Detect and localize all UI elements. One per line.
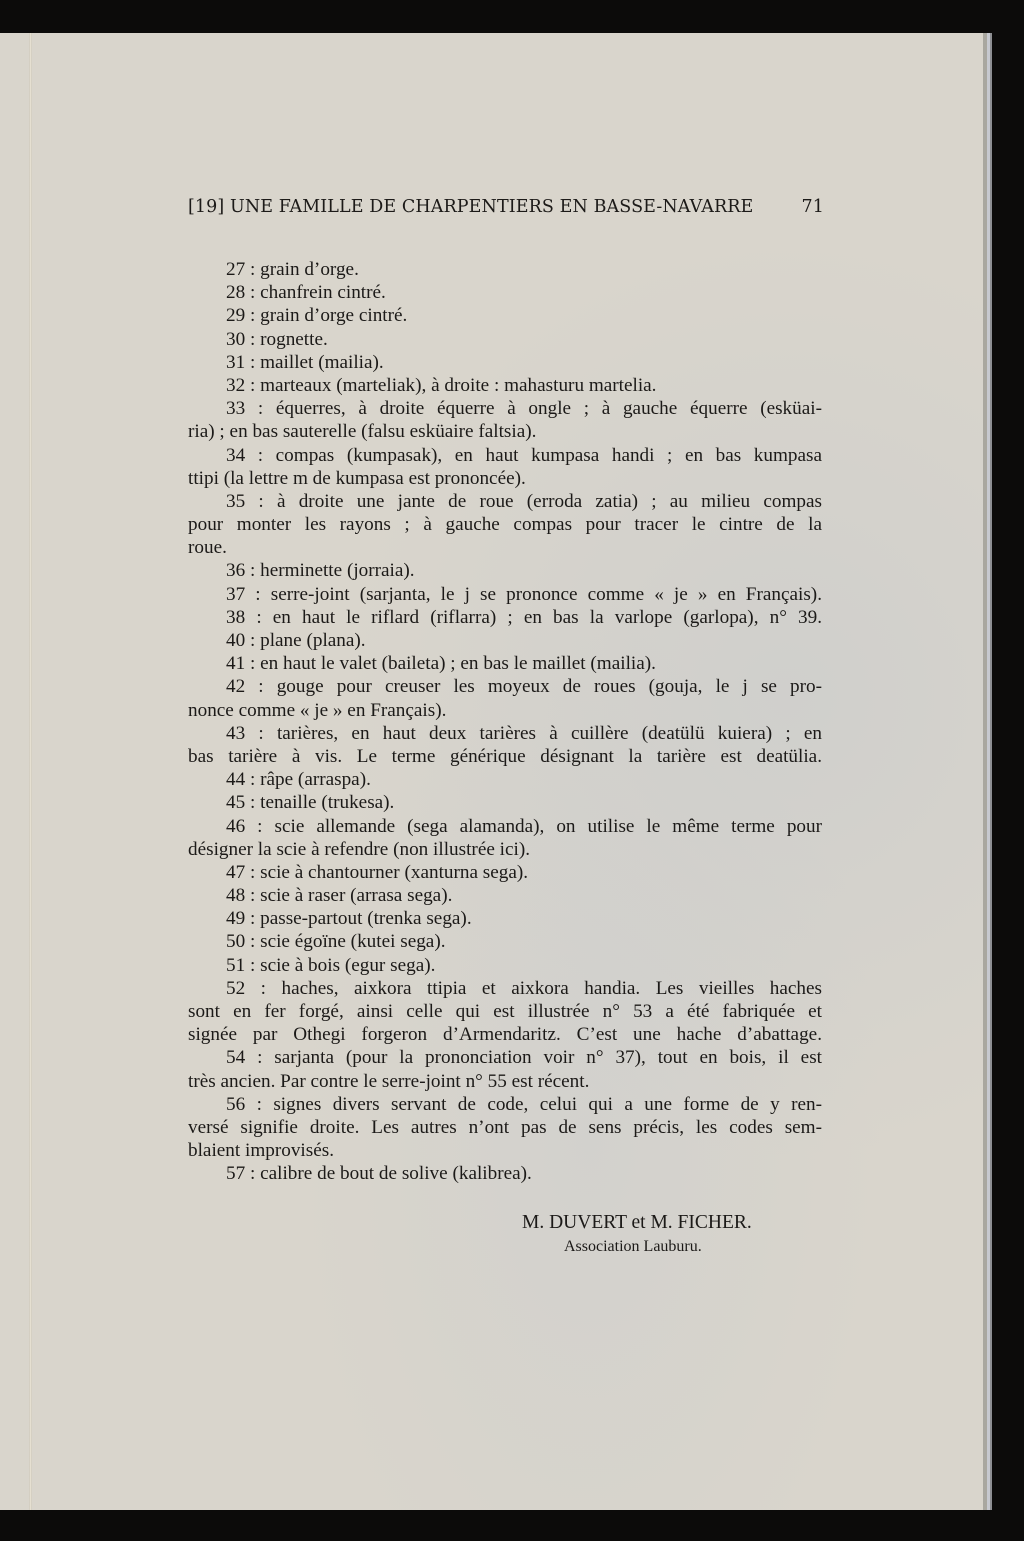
text-line: 40 : plane (plana).: [226, 630, 366, 651]
text-line: signée par Othegi forgeron d’Armendaritz. C’est une hache d’abattage.: [188, 1024, 822, 1046]
text-line: 42 : gouge pour creuser les moyeux de roues (gouja, le j se pro-: [226, 676, 822, 698]
text-line: bas tarière à vis. Le terme générique désignant la tarière est deatülia.: [188, 745, 822, 767]
text-line: 38 : en haut le riflard (riflarra) ; en bas la varlope (garlopa), n° 39.: [226, 606, 822, 628]
text-line: 34 : compas (kumpasak), en haut kumpasa handi ; en bas kumpasa: [226, 444, 822, 466]
text-line: sont en fer forgé, ainsi celle qui est illustrée n° 53 a été fabriquée et: [188, 1001, 822, 1022]
text-line: 49 : passe-partout (trenka sega).: [226, 908, 472, 930]
text-line: blaient improvisés.: [188, 1140, 335, 1162]
running-title: UNE FAMILLE DE CHARPENTIERS EN BASSE-NAVARRE: [230, 197, 754, 217]
text-line: 33 : équerres, à droite équerre à ongle ; à gauche équerre (esküai-: [226, 398, 822, 420]
text-line: 27 : grain d’orge.: [226, 259, 359, 280]
text-line: 56 : signes divers servant de code, celui qui a une forme de y ren-: [226, 1093, 822, 1115]
text-line: 54 : sarjanta (pour la prononciation voir n° 37), tout en bois, il est: [226, 1047, 822, 1069]
page-edge: [990, 33, 992, 1510]
text-line: 52 : haches, aixkora ttipia et aixkora handia. Les vieilles haches: [226, 977, 822, 999]
text-line: nonce comme « je » en Français).: [188, 699, 447, 721]
text-line: 36 : herminette (jorraia).: [226, 560, 415, 582]
text-line: 29 : grain d’orge cintré.: [226, 305, 408, 327]
body-text: [188, 258, 822, 1186]
text-line: 32 : marteaux (marteliak), à droite : mahasturu martelia.: [226, 374, 657, 396]
text-line: 48 : scie à raser (arrasa sega).: [226, 885, 453, 907]
authors-signature: M. DUVERT et M. FICHER.: [522, 1212, 752, 1233]
text-line: très ancien. Par contre le serre-joint n° 55 est récent.: [188, 1070, 590, 1092]
text-line: ttipi (la lettre m de kumpasa est prononcée).: [188, 467, 526, 489]
text-line: 30 : rognette.: [226, 328, 328, 350]
text-line: 37 : serre-joint (sarjanta, le j se prononce comme « je » en Français).: [226, 583, 822, 605]
text-line: 44 : râpe (arraspa).: [226, 769, 371, 791]
text-line: 41 : en haut le valet (baileta) ; en bas le maillet (mailia).: [226, 653, 656, 675]
text-line: ria) ; en bas sauterelle (falsu esküaire faltsia).: [188, 421, 537, 443]
page-fold: [29, 33, 32, 1510]
text-line: 51 : scie à bois (egur sega).: [226, 954, 436, 976]
text-line: 50 : scie égoïne (kutei sega).: [226, 931, 446, 953]
page-number: 71: [801, 197, 824, 217]
text-line: versé signifie droite. Les autres n’ont pas de sens précis, les codes sem-: [188, 1116, 822, 1138]
text-line: 46 : scie allemande (sega alamanda), on utilise le même terme pour: [226, 815, 822, 837]
text-line: pour monter les rayons ; à gauche compas pour tracer le cintre de la: [188, 514, 822, 536]
text-line: 43 : tarières, en haut deux tarières à cuillère (deatülü kuiera) ; en: [226, 722, 822, 744]
text-line: 45 : tenaille (trukesa).: [226, 792, 395, 814]
text-line: 47 : scie à chantourner (xanturna sega).: [226, 861, 529, 883]
text-line: roue.: [188, 537, 227, 559]
text-line: 57 : calibre de bout de solive (kalibrea).: [226, 1163, 532, 1185]
text-line: désigner la scie à refendre (non illustrée ici).: [188, 838, 531, 860]
section-number: [19]: [188, 197, 225, 217]
text-line: 35 : à droite une jante de roue (erroda zatia) ; au milieu compas: [226, 490, 822, 512]
text-line: 31 : maillet (mailia).: [226, 351, 384, 373]
association-name: Association Lauburu.: [564, 1238, 702, 1255]
text-line: 28 : chanfrein cintré.: [226, 282, 386, 304]
